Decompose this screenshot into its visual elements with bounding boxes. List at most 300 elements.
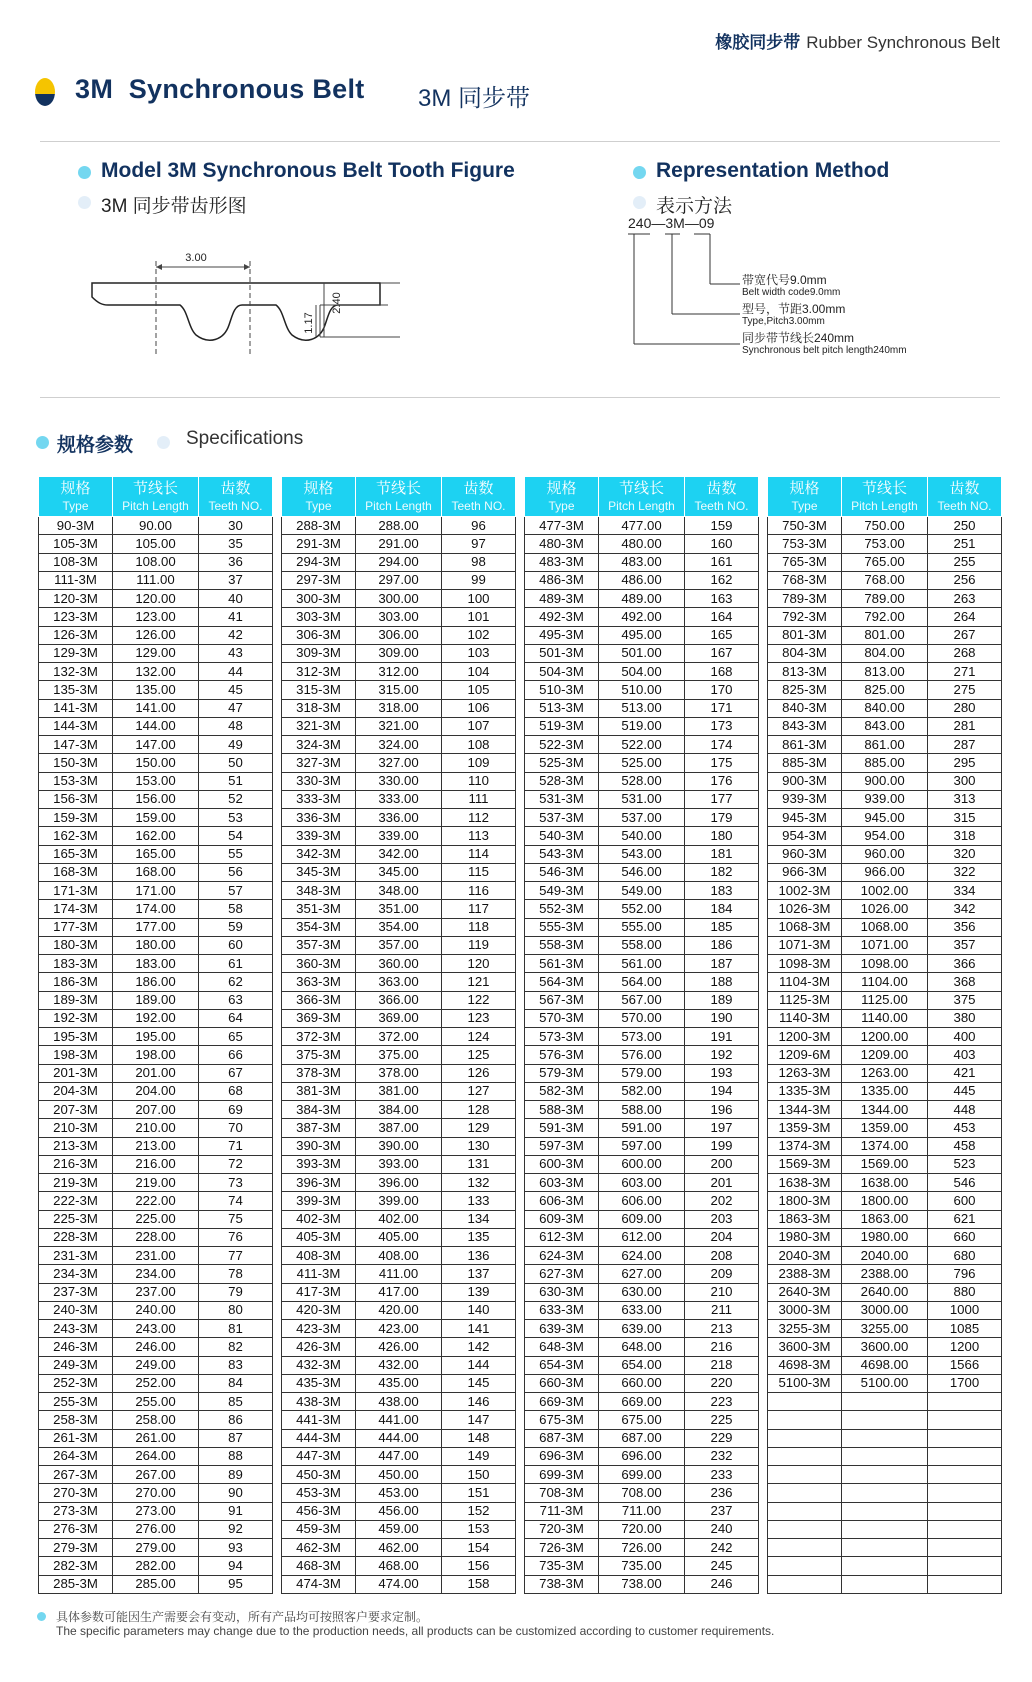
cell-teeth bbox=[928, 1575, 1002, 1593]
table-row bbox=[282, 900, 516, 918]
cell-type: 477-3M bbox=[525, 517, 599, 535]
cell-type: 123-3M bbox=[39, 608, 113, 626]
cell-teeth: 1085 bbox=[928, 1320, 1002, 1338]
cell-type: 1140-3M bbox=[768, 1009, 842, 1027]
table-row bbox=[39, 1447, 273, 1465]
table-row bbox=[768, 1539, 1002, 1557]
cell-teeth: 334 bbox=[928, 882, 1002, 900]
table-row bbox=[39, 1557, 273, 1575]
cell-teeth: 124 bbox=[442, 1028, 516, 1046]
cell-teeth: 87 bbox=[199, 1429, 273, 1447]
cell-type: 2388-3M bbox=[768, 1265, 842, 1283]
cell-pitch-length: 249.00 bbox=[113, 1356, 199, 1374]
cell-type: 1068-3M bbox=[768, 918, 842, 936]
cell-teeth: 134 bbox=[442, 1210, 516, 1228]
table-row bbox=[768, 1484, 1002, 1502]
cell-pitch-length: 318.00 bbox=[356, 699, 442, 717]
cell-pitch-length: 156.00 bbox=[113, 790, 199, 808]
cell-pitch-length: 294.00 bbox=[356, 553, 442, 571]
cell-type: 354-3M bbox=[282, 918, 356, 936]
cell-type: 513-3M bbox=[525, 699, 599, 717]
cell-type: 813-3M bbox=[768, 663, 842, 681]
cell-type: 174-3M bbox=[39, 900, 113, 918]
header-cn: 节线长 bbox=[375, 479, 421, 497]
table-row bbox=[768, 936, 1002, 954]
table-row bbox=[768, 1009, 1002, 1027]
cell-pitch-length: 576.00 bbox=[599, 1046, 685, 1064]
header-en: Type bbox=[62, 498, 89, 513]
cell-teeth: 245 bbox=[685, 1557, 759, 1575]
cell-pitch-length: 2040.00 bbox=[842, 1247, 928, 1265]
cell-teeth: 83 bbox=[199, 1356, 273, 1374]
cell-type: 450-3M bbox=[282, 1466, 356, 1484]
table-row bbox=[282, 1484, 516, 1502]
table-row bbox=[39, 1575, 273, 1593]
cell-pitch-length: 204.00 bbox=[113, 1082, 199, 1100]
table-row bbox=[39, 918, 273, 936]
table-row bbox=[525, 936, 759, 954]
code-width: 09 bbox=[698, 215, 715, 231]
table-row bbox=[525, 1174, 759, 1192]
cell-pitch-length: 2640.00 bbox=[842, 1283, 928, 1301]
cell-type: 144-3M bbox=[39, 717, 113, 735]
cell-pitch-length: 609.00 bbox=[599, 1210, 685, 1228]
cell-teeth: 168 bbox=[685, 663, 759, 681]
column-header bbox=[199, 477, 273, 517]
cell-pitch-length: 432.00 bbox=[356, 1356, 442, 1374]
cell-type: 510-3M bbox=[525, 681, 599, 699]
cell-pitch-length: 537.00 bbox=[599, 809, 685, 827]
bullet-icon bbox=[78, 196, 91, 209]
cell-teeth: 54 bbox=[199, 827, 273, 845]
cell-pitch-length: 246.00 bbox=[113, 1338, 199, 1356]
cell-pitch-length: 468.00 bbox=[356, 1557, 442, 1575]
table-row bbox=[525, 517, 759, 535]
cell-teeth: 880 bbox=[928, 1283, 1002, 1301]
cell-pitch-length: 543.00 bbox=[599, 845, 685, 863]
page-title-cn: 3M 同步带 bbox=[418, 85, 531, 112]
spec-table-2 bbox=[281, 476, 516, 1594]
cell-type: 552-3M bbox=[525, 900, 599, 918]
cell-type: 492-3M bbox=[525, 608, 599, 626]
cell-teeth: 322 bbox=[928, 863, 1002, 881]
cell-type: 462-3M bbox=[282, 1539, 356, 1557]
dim-pitch: 3.00 bbox=[185, 252, 207, 264]
cell-type: 489-3M bbox=[525, 590, 599, 608]
header-cn: 节线长 bbox=[618, 479, 664, 497]
table-header-row bbox=[525, 477, 759, 517]
cell-type: 1569-3M bbox=[768, 1155, 842, 1173]
cell-pitch-length: 297.00 bbox=[356, 571, 442, 589]
table-row bbox=[768, 1338, 1002, 1356]
cell-type: 885-3M bbox=[768, 754, 842, 772]
table-row bbox=[525, 882, 759, 900]
table-row bbox=[525, 809, 759, 827]
dim-tooth-height: 1.17 bbox=[303, 312, 315, 334]
column-header bbox=[282, 477, 356, 517]
cell-pitch-length: 699.00 bbox=[599, 1466, 685, 1484]
cell-type: 111-3M bbox=[39, 571, 113, 589]
cell-type: 696-3M bbox=[525, 1447, 599, 1465]
cell-type: 390-3M bbox=[282, 1137, 356, 1155]
cell-teeth: 320 bbox=[928, 845, 1002, 863]
cell-teeth: 236 bbox=[685, 1484, 759, 1502]
cell-type: 456-3M bbox=[282, 1502, 356, 1520]
cell-pitch-length: 1863.00 bbox=[842, 1210, 928, 1228]
cell-pitch-length: 132.00 bbox=[113, 663, 199, 681]
cell-teeth: 167 bbox=[685, 644, 759, 662]
cell-teeth: 281 bbox=[928, 717, 1002, 735]
cell-type bbox=[768, 1539, 842, 1557]
cell-pitch-length: 1002.00 bbox=[842, 882, 928, 900]
table-row bbox=[39, 1520, 273, 1538]
header-cn: 齿数 bbox=[220, 479, 251, 497]
cell-teeth: 37 bbox=[199, 571, 273, 589]
cell-teeth: 129 bbox=[442, 1119, 516, 1137]
cell-type: 219-3M bbox=[39, 1174, 113, 1192]
cell-type: 687-3M bbox=[525, 1429, 599, 1447]
cell-type: 603-3M bbox=[525, 1174, 599, 1192]
cell-type: 639-3M bbox=[525, 1320, 599, 1338]
cell-type: 333-3M bbox=[282, 790, 356, 808]
table-row bbox=[768, 1046, 1002, 1064]
cell-pitch-length: 159.00 bbox=[113, 809, 199, 827]
header-en: Type bbox=[548, 498, 575, 513]
cell-pitch-length: 165.00 bbox=[113, 845, 199, 863]
table-row bbox=[768, 882, 1002, 900]
table-row bbox=[39, 809, 273, 827]
table-row bbox=[282, 717, 516, 735]
cell-pitch-length: 519.00 bbox=[599, 717, 685, 735]
spec-table-1 bbox=[38, 476, 273, 1594]
table-row bbox=[768, 1575, 1002, 1593]
cell-pitch-length: 552.00 bbox=[599, 900, 685, 918]
cell-pitch-length: 372.00 bbox=[356, 1028, 442, 1046]
table-row bbox=[282, 1393, 516, 1411]
table-row bbox=[39, 827, 273, 845]
header-en: Pitch Length bbox=[608, 498, 675, 513]
cell-type: 273-3M bbox=[39, 1502, 113, 1520]
cell-type: 660-3M bbox=[525, 1374, 599, 1392]
cell-type: 150-3M bbox=[39, 754, 113, 772]
page-title: 3M Synchronous Belt bbox=[75, 74, 365, 104]
table-row bbox=[39, 1356, 273, 1374]
cell-teeth: 213 bbox=[685, 1320, 759, 1338]
cell-teeth: 130 bbox=[442, 1137, 516, 1155]
cell-pitch-length: 1359.00 bbox=[842, 1119, 928, 1137]
table-row bbox=[525, 1429, 759, 1447]
column-header bbox=[356, 477, 442, 517]
cell-teeth: 229 bbox=[685, 1429, 759, 1447]
cell-teeth: 80 bbox=[199, 1301, 273, 1319]
cell-type: 501-3M bbox=[525, 644, 599, 662]
cell-type: 966-3M bbox=[768, 863, 842, 881]
cell-pitch-length: 510.00 bbox=[599, 681, 685, 699]
cell-teeth: 152 bbox=[442, 1502, 516, 1520]
table-row bbox=[282, 1228, 516, 1246]
table-row bbox=[768, 1192, 1002, 1210]
cell-pitch-length: 189.00 bbox=[113, 991, 199, 1009]
cell-type: 243-3M bbox=[39, 1320, 113, 1338]
cell-pitch-length: 582.00 bbox=[599, 1082, 685, 1100]
table-row bbox=[282, 1265, 516, 1283]
cell-pitch-length: 225.00 bbox=[113, 1210, 199, 1228]
column-header bbox=[442, 477, 516, 517]
cell-teeth: 366 bbox=[928, 955, 1002, 973]
cell-pitch-length: 456.00 bbox=[356, 1502, 442, 1520]
cell-pitch-length: 492.00 bbox=[599, 608, 685, 626]
cell-type: 204-3M bbox=[39, 1082, 113, 1100]
label-length-cn: 同步带节线长240mm bbox=[742, 331, 855, 345]
specs-title: 规格参数 bbox=[57, 435, 134, 456]
cell-type bbox=[768, 1520, 842, 1538]
cell-type bbox=[768, 1393, 842, 1411]
table-row bbox=[39, 882, 273, 900]
table-row bbox=[768, 1374, 1002, 1392]
cell-pitch-length: 231.00 bbox=[113, 1247, 199, 1265]
cell-teeth: 264 bbox=[928, 608, 1002, 626]
cell-pitch-length: 285.00 bbox=[113, 1575, 199, 1593]
cell-teeth: 153 bbox=[442, 1520, 516, 1538]
spec-table-4 bbox=[767, 476, 1002, 1594]
cell-teeth: 48 bbox=[199, 717, 273, 735]
cell-pitch-length: 4698.00 bbox=[842, 1356, 928, 1374]
cell-pitch-length: 408.00 bbox=[356, 1247, 442, 1265]
column-header bbox=[768, 477, 842, 517]
cell-pitch-length: 228.00 bbox=[113, 1228, 199, 1246]
cell-pitch-length: 390.00 bbox=[356, 1137, 442, 1155]
cell-pitch-length: 1374.00 bbox=[842, 1137, 928, 1155]
cell-type: 954-3M bbox=[768, 827, 842, 845]
cell-teeth: 57 bbox=[199, 882, 273, 900]
table-row bbox=[525, 1356, 759, 1374]
cell-teeth: 73 bbox=[199, 1174, 273, 1192]
bullet-icon bbox=[633, 196, 646, 209]
cell-type: 564-3M bbox=[525, 973, 599, 991]
table-row bbox=[525, 827, 759, 845]
cell-teeth: 108 bbox=[442, 736, 516, 754]
cell-teeth: 109 bbox=[442, 754, 516, 772]
table-row bbox=[768, 1411, 1002, 1429]
table-row bbox=[768, 1174, 1002, 1192]
cell-teeth: 150 bbox=[442, 1466, 516, 1484]
cell-teeth: 145 bbox=[442, 1374, 516, 1392]
table-row bbox=[282, 1028, 516, 1046]
table-row bbox=[282, 863, 516, 881]
table-row bbox=[525, 1575, 759, 1593]
cell-pitch-length: 801.00 bbox=[842, 626, 928, 644]
header-cn: 节线长 bbox=[861, 479, 907, 497]
cell-type: 474-3M bbox=[282, 1575, 356, 1593]
cell-teeth: 53 bbox=[199, 809, 273, 827]
cell-pitch-length: 423.00 bbox=[356, 1320, 442, 1338]
cell-type: 648-3M bbox=[525, 1338, 599, 1356]
table-row bbox=[282, 827, 516, 845]
cell-type: 330-3M bbox=[282, 772, 356, 790]
cell-teeth: 160 bbox=[685, 535, 759, 553]
cell-teeth: 81 bbox=[199, 1320, 273, 1338]
table-row bbox=[525, 772, 759, 790]
table-row bbox=[39, 863, 273, 881]
cell-pitch-length: 504.00 bbox=[599, 663, 685, 681]
cell-type: 540-3M bbox=[525, 827, 599, 845]
cell-teeth: 137 bbox=[442, 1265, 516, 1283]
cell-type: 1344-3M bbox=[768, 1101, 842, 1119]
cell-teeth: 240 bbox=[685, 1520, 759, 1538]
cell-teeth: 458 bbox=[928, 1137, 1002, 1155]
table-row bbox=[39, 1283, 273, 1301]
cell-type: 246-3M bbox=[39, 1338, 113, 1356]
table-row bbox=[525, 1046, 759, 1064]
cell-teeth: 181 bbox=[685, 845, 759, 863]
cell-pitch-length: 123.00 bbox=[113, 608, 199, 626]
cell-teeth: 141 bbox=[442, 1320, 516, 1338]
cell-type: 537-3M bbox=[525, 809, 599, 827]
cell-type: 711-3M bbox=[525, 1502, 599, 1520]
cell-teeth: 194 bbox=[685, 1082, 759, 1100]
table-row bbox=[282, 1082, 516, 1100]
cell-pitch-length: 201.00 bbox=[113, 1064, 199, 1082]
table-row bbox=[768, 1101, 1002, 1119]
table-row bbox=[525, 1520, 759, 1538]
cell-pitch-length: 753.00 bbox=[842, 535, 928, 553]
table-row bbox=[768, 809, 1002, 827]
cell-teeth: 190 bbox=[685, 1009, 759, 1027]
cell-teeth: 128 bbox=[442, 1101, 516, 1119]
cell-pitch-length: 279.00 bbox=[113, 1539, 199, 1557]
cell-type: 546-3M bbox=[525, 863, 599, 881]
cell-teeth: 208 bbox=[685, 1247, 759, 1265]
cell-type: 129-3M bbox=[39, 644, 113, 662]
table-row bbox=[39, 790, 273, 808]
cell-pitch-length: 513.00 bbox=[599, 699, 685, 717]
cell-pitch-length bbox=[842, 1484, 928, 1502]
specs-title-en: Specifications bbox=[186, 428, 304, 449]
cell-pitch-length: 306.00 bbox=[356, 626, 442, 644]
cell-type: 249-3M bbox=[39, 1356, 113, 1374]
cell-teeth: 211 bbox=[685, 1301, 759, 1319]
cell-pitch-length: 153.00 bbox=[113, 772, 199, 790]
cell-teeth: 127 bbox=[442, 1082, 516, 1100]
table-row bbox=[39, 717, 273, 735]
cell-pitch-length: 501.00 bbox=[599, 644, 685, 662]
table-row bbox=[525, 955, 759, 973]
table-row bbox=[39, 772, 273, 790]
cell-pitch-length: 738.00 bbox=[599, 1575, 685, 1593]
table-row bbox=[525, 1374, 759, 1392]
cell-type: 609-3M bbox=[525, 1210, 599, 1228]
cell-teeth: 47 bbox=[199, 699, 273, 717]
cell-type: 279-3M bbox=[39, 1539, 113, 1557]
cell-type: 2640-3M bbox=[768, 1283, 842, 1301]
cell-teeth: 51 bbox=[199, 772, 273, 790]
cell-pitch-length: 588.00 bbox=[599, 1101, 685, 1119]
cell-pitch-length: 186.00 bbox=[113, 973, 199, 991]
table-row bbox=[768, 1301, 1002, 1319]
table-row bbox=[282, 1101, 516, 1119]
cell-type: 738-3M bbox=[525, 1575, 599, 1593]
cell-teeth: 114 bbox=[442, 845, 516, 863]
cell-teeth: 176 bbox=[685, 772, 759, 790]
cell-teeth: 42 bbox=[199, 626, 273, 644]
column-header bbox=[842, 477, 928, 517]
title-bullet-icon bbox=[35, 78, 55, 106]
cell-teeth: 1566 bbox=[928, 1356, 1002, 1374]
header-en: Teeth NO. bbox=[694, 498, 749, 513]
cell-pitch-length: 351.00 bbox=[356, 900, 442, 918]
table-row bbox=[768, 663, 1002, 681]
cell-pitch-length: 603.00 bbox=[599, 1174, 685, 1192]
cell-type: 1980-3M bbox=[768, 1228, 842, 1246]
cell-type: 300-3M bbox=[282, 590, 356, 608]
table-row bbox=[282, 991, 516, 1009]
table-row bbox=[768, 1502, 1002, 1520]
cell-type bbox=[768, 1502, 842, 1520]
cell-pitch-length: 324.00 bbox=[356, 736, 442, 754]
table-row bbox=[39, 754, 273, 772]
cell-pitch-length: 150.00 bbox=[113, 754, 199, 772]
cell-pitch-length: 480.00 bbox=[599, 535, 685, 553]
cell-pitch-length: 393.00 bbox=[356, 1155, 442, 1173]
dim-total-height: 2.40 bbox=[331, 292, 343, 314]
cell-type: 210-3M bbox=[39, 1119, 113, 1137]
cell-pitch-length: 1026.00 bbox=[842, 900, 928, 918]
cell-pitch-length: 333.00 bbox=[356, 790, 442, 808]
cell-teeth: 403 bbox=[928, 1046, 1002, 1064]
cell-pitch-length: 654.00 bbox=[599, 1356, 685, 1374]
cell-pitch-length: 561.00 bbox=[599, 955, 685, 973]
cell-type: 288-3M bbox=[282, 517, 356, 535]
cell-pitch-length: 813.00 bbox=[842, 663, 928, 681]
cell-type: 945-3M bbox=[768, 809, 842, 827]
cell-pitch-length: 339.00 bbox=[356, 827, 442, 845]
cell-pitch-length: 1980.00 bbox=[842, 1228, 928, 1246]
table-row bbox=[768, 918, 1002, 936]
cell-pitch-length bbox=[842, 1447, 928, 1465]
brand-en: Rubber Synchronous Belt bbox=[806, 33, 1000, 52]
cell-pitch-length: 357.00 bbox=[356, 936, 442, 954]
cell-teeth: 97 bbox=[442, 535, 516, 553]
cell-type: 789-3M bbox=[768, 590, 842, 608]
cell-teeth: 103 bbox=[442, 644, 516, 662]
cell-pitch-length: 735.00 bbox=[599, 1557, 685, 1575]
cell-type: 630-3M bbox=[525, 1283, 599, 1301]
table-row bbox=[282, 754, 516, 772]
table-row bbox=[525, 1137, 759, 1155]
header-cn: 齿数 bbox=[463, 479, 494, 497]
cell-type: 426-3M bbox=[282, 1338, 356, 1356]
bullet-icon bbox=[633, 166, 646, 179]
cell-type: 606-3M bbox=[525, 1192, 599, 1210]
cell-type: 735-3M bbox=[525, 1557, 599, 1575]
cell-type: 171-3M bbox=[39, 882, 113, 900]
table-row bbox=[768, 1228, 1002, 1246]
cell-teeth: 193 bbox=[685, 1064, 759, 1082]
cell-pitch-length: 885.00 bbox=[842, 754, 928, 772]
cell-type: 240-3M bbox=[39, 1301, 113, 1319]
cell-type: 351-3M bbox=[282, 900, 356, 918]
header-en: Teeth NO. bbox=[937, 498, 992, 513]
cell-teeth: 111 bbox=[442, 790, 516, 808]
cell-teeth: 156 bbox=[442, 1557, 516, 1575]
table-row bbox=[768, 1320, 1002, 1338]
cell-type: 264-3M bbox=[39, 1447, 113, 1465]
cell-teeth: 357 bbox=[928, 936, 1002, 954]
cell-type: 318-3M bbox=[282, 699, 356, 717]
cell-pitch-length: 1209.00 bbox=[842, 1046, 928, 1064]
cell-pitch-length: 213.00 bbox=[113, 1137, 199, 1155]
cell-pitch-length: 240.00 bbox=[113, 1301, 199, 1319]
